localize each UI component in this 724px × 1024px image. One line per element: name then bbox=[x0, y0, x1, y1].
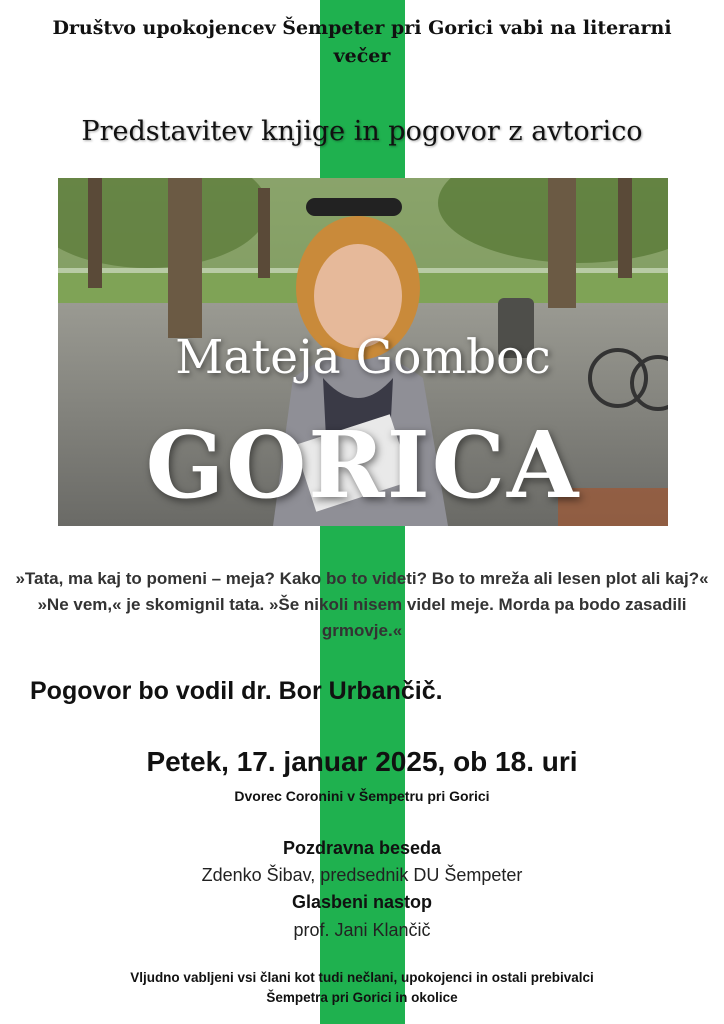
event-subtitle: Predstavitev knjige in pogovor z avtorico bbox=[81, 116, 643, 147]
greeting-person: Zdenko Šibav, predsednik DU Šempeter bbox=[201, 865, 523, 885]
invitation-text bbox=[0, 968, 724, 1008]
event-date: Petek, 17. januar 2025, ob 18. uri bbox=[146, 746, 578, 777]
greeting-heading: Pozdravna beseda bbox=[282, 838, 442, 858]
invitation-line-1: Vljudno vabljeni vsi člani kot tudi nečlani, upokojenci in ostali prebivalci bbox=[130, 970, 594, 985]
book-title: GORICA bbox=[145, 411, 581, 519]
music-heading: Glasbeni nastop bbox=[291, 892, 433, 912]
organizer-heading bbox=[0, 14, 724, 70]
book-quote: »Tata, ma kaj to pomeni – meja? Kako bo to videti? Bo to mreža ali lesen plot ali kaj?« »Ne vem,« je skomignil tata. »Še nikoli nisem videl meje. Morda pa bodo zasadili grmovje.« bbox=[15, 569, 709, 640]
organizer-line-2: večer bbox=[333, 45, 391, 67]
music-person: prof. Jani Klančič bbox=[293, 920, 431, 940]
invitation-line-2: Šempetra pri Gorici in okolice bbox=[266, 990, 458, 1005]
author-photo bbox=[58, 178, 668, 526]
moderator-line: Pogovor bo vodil dr. Bor Urbančič. bbox=[30, 677, 443, 705]
organizer-line-1: Društvo upokojencev Šempeter pri Gorici vabi na literarni bbox=[52, 17, 672, 39]
author-name: Mateja Gomboc bbox=[175, 330, 551, 385]
event-venue: Dvorec Coronini v Šempetru pri Gorici bbox=[234, 788, 490, 804]
